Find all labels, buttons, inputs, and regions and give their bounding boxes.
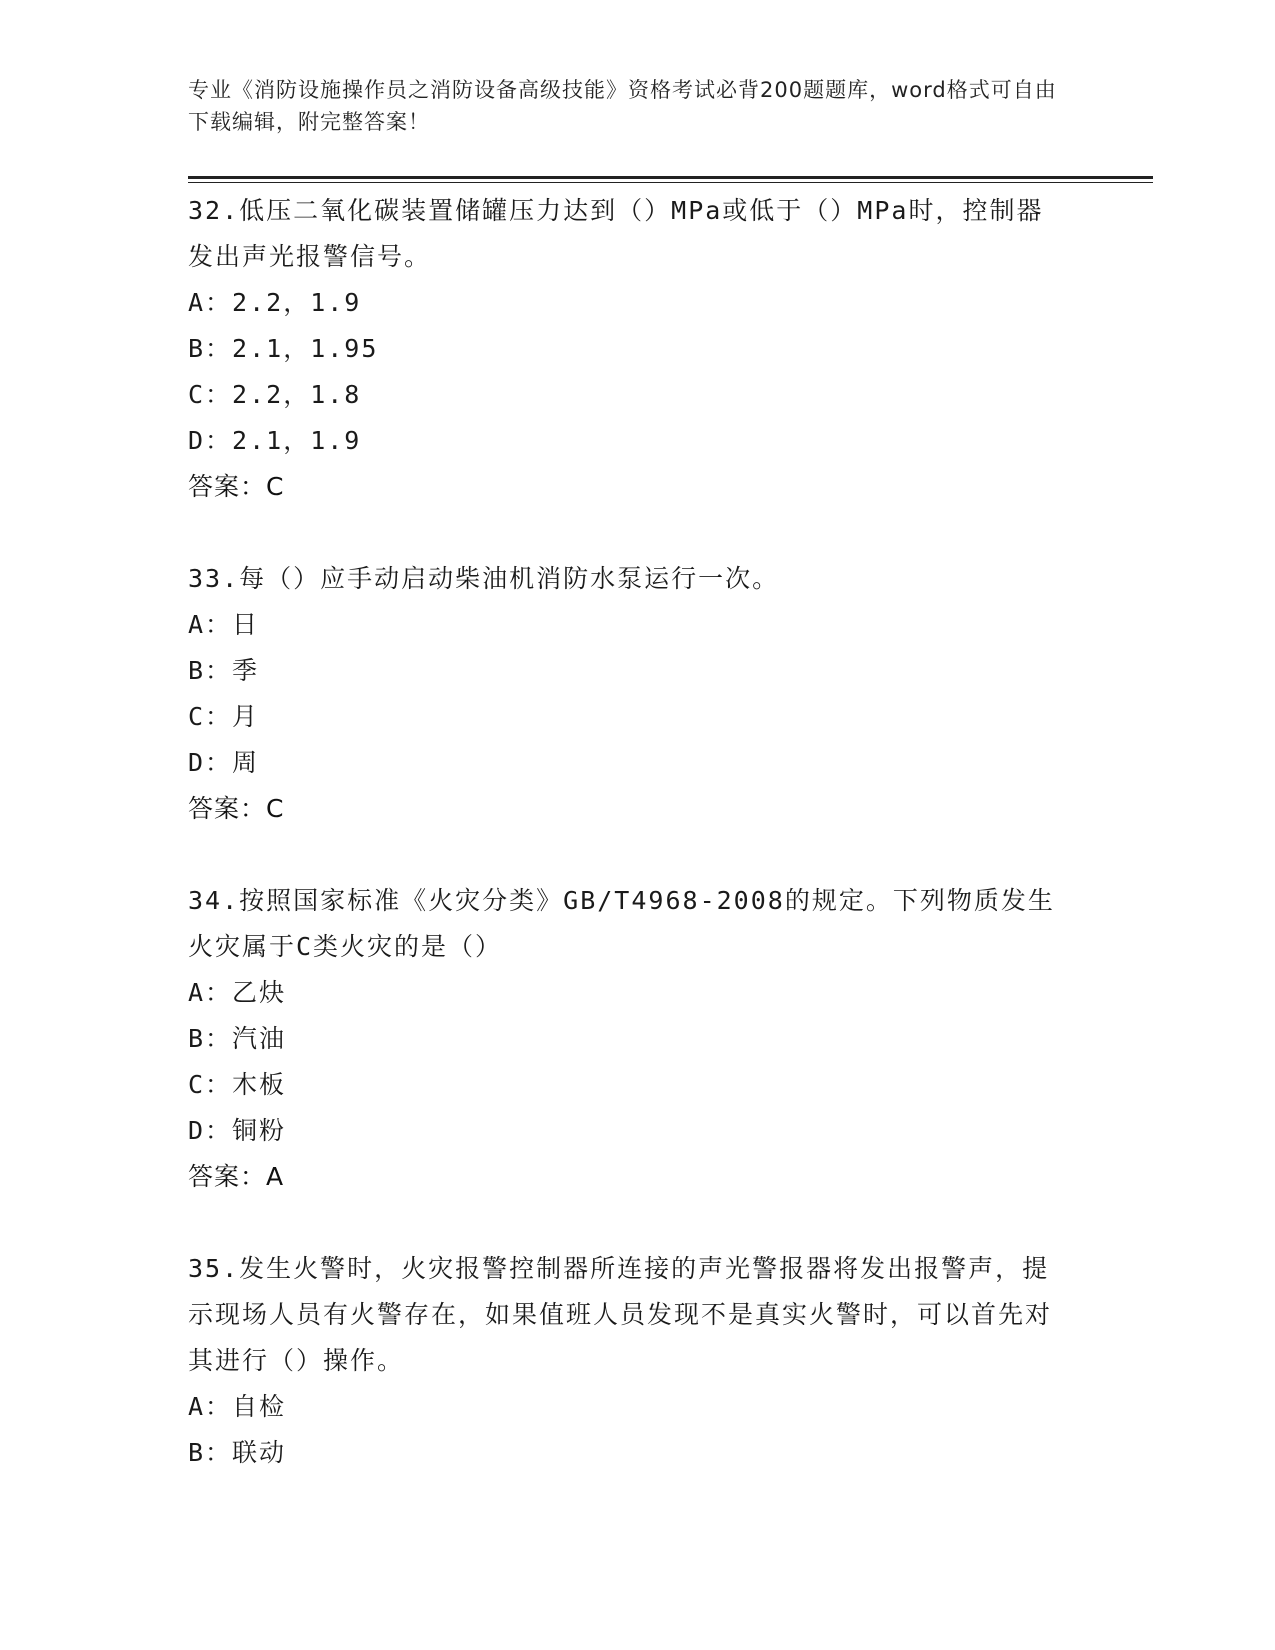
- option-a: A：日: [188, 610, 260, 639]
- option-a: A：2.2，1.9: [188, 288, 362, 317]
- answer: 答案：C: [188, 794, 285, 823]
- question-list: [188, 188, 1068, 1522]
- question-stem: 34.按照国家标准《火灾分类》GB/T4968-2008的规定。下列物质发生火灾属于C类火灾的是（）: [188, 886, 1055, 961]
- option-c: C：木板: [188, 1070, 287, 1099]
- question-stem: 33.每（）应手动启动柴油机消防水泵运行一次。: [188, 564, 780, 593]
- header-rule-thick: [188, 176, 1153, 179]
- option-d: D：周: [188, 748, 260, 777]
- option-c: C：2.2，1.8: [188, 380, 362, 409]
- option-b: B：季: [188, 656, 260, 685]
- option-b: B：汽油: [188, 1024, 287, 1053]
- question-34: [188, 878, 1068, 1200]
- answer: 答案：C: [188, 472, 285, 501]
- option-d: D：2.1，1.9: [188, 426, 362, 455]
- option-a: A：乙炔: [188, 978, 287, 1007]
- header-rule-thin: [188, 182, 1153, 183]
- question-stem: 32.低压二氧化碳装置储罐压力达到（）MPa或低于（）MPa时，控制器发出声光报警信号。: [188, 196, 1044, 271]
- option-c: C：月: [188, 702, 260, 731]
- question-stem: 35.发生火警时，火灾报警控制器所连接的声光警报器将发出报警声，提示现场人员有火警存在，如果值班人员发现不是真实火警时，可以首先对其进行（）操作。: [188, 1254, 1053, 1375]
- option-d: D：铜粉: [188, 1116, 287, 1145]
- option-b: B：2.1，1.95: [188, 334, 379, 363]
- document-header: 专业《消防设施操作员之消防设备高级技能》资格考试必背200题题库，word格式可自由下载编辑，附完整答案！: [188, 78, 1057, 134]
- option-b: B：联动: [188, 1438, 287, 1467]
- question-33: [188, 556, 1068, 832]
- answer: 答案：A: [188, 1162, 285, 1191]
- option-a: A：自检: [188, 1392, 287, 1421]
- question-35: [188, 1246, 1068, 1476]
- question-32: [188, 188, 1068, 510]
